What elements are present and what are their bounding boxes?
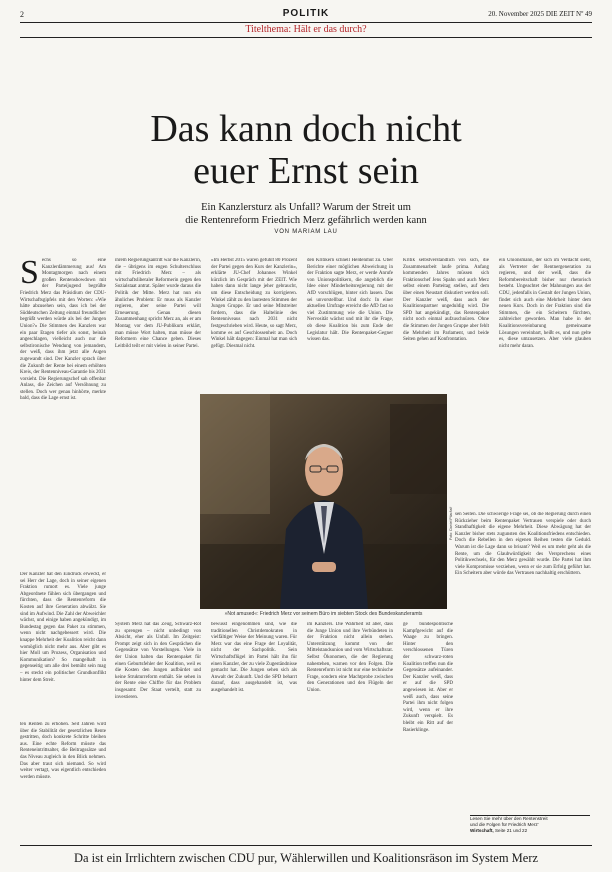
article-column-3 (211, 258, 297, 370)
article-column-2 (115, 258, 201, 370)
portrait-photo (200, 394, 447, 609)
kicker: Titelthema: Hält er das durch? (245, 24, 367, 35)
column-6b-text: sen Seiten. Die schwierige Frage sei, ob die Regierung durch einen Rückzieher beim Rentenpaket Vertrauen verspiele oder durch Standhaftigkeit die eigene Mehrheit. Diese Abwägung hat der Kanzler bisher stets zugunsten des Koalitionsfriedens entschieden. Doch die Rebellen in den eigenen Reihen testen die Geduld. Warum ist die Lage dann so brisant? Weil es um mehr geht als die Rente, um die Glaubwürdigkeit des Versprechens eines Politikwechsels, für den Merz gewählt wurde. Die Partei hat ihm viele Kompromisse verziehen, wenn er sie zum Erfolg geführt hat. Ein Scheitern aber würde das Vertrauen nachhaltig erschüttern. (455, 512, 591, 577)
header-rule (20, 22, 592, 23)
page-number: 2 (20, 10, 24, 19)
article-bottom-column-4 (307, 622, 393, 838)
article-bottom-column-1 (20, 722, 106, 838)
headline (0, 108, 612, 192)
article-bottom-column-3 (211, 622, 297, 838)
issue-date: 20. November 2025 DIE ZEIT Nº 49 (488, 10, 592, 18)
article-bottom-column-5 (403, 622, 453, 838)
footer-pull-quote: Da ist ein Irrlichtern zwischen CDU pur, Wählerwillen und Koalitionsräson im System Merz (73, 851, 539, 865)
article-bottom-column-2 (115, 622, 201, 838)
column-1b-text: Der Kanzler hat den Eindruck erweckt, er sei Herr der Lage, doch in seiner eigenen Fraktion rumort es. Viele junge Abgeordnete fühlen sich übergangen und fürchten, dass die Rentenreform die Kosten auf ihre Generation abwälzt. Sie sind im Aufwind. Die Zahl der Abweichler wächst, und einige haben angekündigt, im Bundestag gegen das Paket zu stimmen, wenn nicht nachgebessert wird. Die knappe Mehrheit der Koalition reicht dann womöglich nicht mehr aus. Aber gibt es hier Moll um Prozess, Organisation und Kommunikation? So mangelhaft in gegenseitig um alle drei bemüht sein mag – es steckt ein politischer Grundkonflikt hinter dem Streit. (20, 572, 106, 683)
photo-credit: Foto: Daniel Pilar/laif (449, 506, 453, 540)
section-label: POLITIK (282, 8, 330, 19)
photo-caption (200, 611, 447, 617)
see-also-line-1: Lesen Sie mehr über den Rentenstreit (470, 816, 548, 821)
column-1-text: echs so eine Kanzlerdämmerung aus! Am Montagmorgen nach einem großen Rentenshowdown mit der Parteijugend begrüßte Friedrich Merz das Präsidium der CDU-Wirtschaftsgipfels mit den Worten: »Wie hätte abzusehen sein, dass ich bei der Süddeutschen Zeitung einmal freundlicher begrüßt werden würde als bei der Jungen Union?« Die Stimmen des Kanzlers war ein paar Etagen tiefer als sonst, beinah angeschlagen, vielleicht auch nur die selbstironische Wendung von jemandem, der weiß, dass ihm jetzt alle Augen zugewandt sind. Der Kanzler sprach über die Zukunft der Rente bei einem erhöhten Kreis, der Rentenniveau-Garantie bis 2031 vorsieht. Die Regierungschef sah offenbar Anlass, die Zeichen auf Versöhnung zu stellen. Doch wer genau hinhörte, merkte bald, dass die Lage ernst ist. (20, 258, 106, 402)
article-column-5 (403, 258, 489, 370)
column-3-text: »Im Herbst 2015 waren gefühlt 80 Prozent der Partei gegen den Kurs der Kanzlerin«, erklärte JU-Chef Johannes Winkel kürzlich im Gespräch mit der ZEIT. Wie haben dann nicht lange jeher gebraucht, um diese Entscheidung zu korrigieren. Winkel zählt zu den lautesten Stimmen der Jungen Gruppe. Er und seine Mitstreiter fordern, dass die Haltelinie des Rentenniveaus nach 2031 nicht festgeschrieben wird. Heute, so sagt Merz, komme es auf Geschlossenheit an. Doch Winkel hält dagegen: Einmal hat man sich gefügt. Diesmal nicht. (211, 258, 297, 349)
kicker-rule (20, 37, 592, 38)
bottom-column-2-text: System Merz hat das Zeug, Schwarz-Rot zu sprengen – nicht unbedingt von Absicht, eher als Unfall. Im Zeitgeist: Prompt zeigt sich in den Gesprächen die Gegensätze von Vorstellungen. Viele in der Union halten das Rentenpaket für einen Geburtsfehler der Koalition, weil es die Kosten den Jungen aufbürdet und keine Strukturreform enthält. Sie sehen in der Rente eine Chiffre für das Problem insgesamt: Der Staat verteilt, statt zu investieren. (115, 622, 201, 700)
deck-line-1: Ein Kanzlersturz als Unfall? Warum der Streit um (201, 202, 411, 213)
see-also-line-2: und die Folgen für Friedrich Merz' (470, 822, 539, 827)
caption-quote: »Not amused« (224, 611, 258, 617)
article-column-4 (307, 258, 393, 370)
see-also-section: Wirtschaft, (470, 828, 494, 833)
bottom-column-1-text: ten Renten zu erhöhen. Seit Jahren wird über die Stabilität der gesetzlichen Rente gestritten, doch konkrete Schritte bleiben aus. Eine echte Reform müsste das Renteneintrittsalter, die Beitragssätze und das Niveau zugleich in den Blick nehmen. Das aber traut sich niemand. So wird weiter vertagt, was eigentlich entschieden werden müsste. (20, 722, 106, 780)
article-column-1 (20, 258, 106, 568)
column-2-text: ihrem Regierungsantritt war die Kanzlerin, die – übrigens im engen Schulterschluss mit Friedrich Merz – als wirtschaftsliberaler Reformerin gegen den Sozialstaat antrat. Später wurde daraus die Politik der Mitte. Merz hat nun ein ähnliches Problem: Er muss als Kanzler regieren, aber seine Partei will Erneuerung. Genau diesen Zusammenhang spricht Merz an, als er am Montag vor dem JU-Publikum erklärt, man müsse Wort halten, man müsse der Reformern eine Chance geben. Dieses Leitbild teilt er mit vielen in seiner Partei. (115, 258, 201, 349)
article-column-6b (455, 512, 591, 808)
column-5-text: Kritik selbstverständlich von sich, die Zusammenarbeit laufe prima. Anfang kommenden Jahres müssen sich Fraktionschef Jens Spahn und auch Merz selbst einem Parteitag stellen, auf dem über einen Neustart diskutiert werden soll. Der Kanzler weiß, dass auch der Koalitionspartner ungeduldig wird. Die SPD hat angekündigt, das Rentenpaket nicht noch einmal aufzuschnüren. Ohne die Stimmen der Jungen Gruppe aber fehlt die Mehrheit im Parlament, und beide Seiten gehen auf Konfrontation. (403, 258, 489, 343)
portrait-illustration (200, 394, 447, 609)
see-also-line-3 (470, 828, 590, 834)
deck (0, 201, 612, 227)
bottom-column-5-text: ge bundespolitische Kampfgewicht auf die Waage zu bringen. Hinter den verschlossenen Türen der schwarz-roten Koalition treffen nun die Gegensätze aufeinander. Der Kanzler weiß, dass er auf die SPD angewiesen ist. Aber er weiß auch, dass seine Partei ihm nicht folgen wird, wenn er ihre Zukunft verspielt. Es bleibt ein Ritt auf der Rasierklinge. (403, 622, 453, 733)
article-column-1b (20, 572, 106, 718)
see-also-pages: Seite 21 und 22 (493, 828, 528, 833)
article-column-6 (499, 258, 591, 508)
page-header (20, 6, 592, 22)
deck-line-2: die Rentenreform Friedrich Merz gefährlich werden kann (185, 215, 427, 226)
bottom-column-4-text: im Kanzlers. Die Wahrheit ist aber, dass die Junge Union und ihre Verbündeten in der Fraktion nicht allein stehen. Unterstützung kommt von der Mittelstandsunion und vom Wirtschaftsrat. Selbst Ökonomen, die der Regierung nahestehen, warnen vor den Folgen. Die Rentenreform ist nicht nur eine technische Frage, sondern eine Machtprobe zwischen den Generationen und den Flügeln der Union. (307, 622, 393, 693)
headline-line-1: Das kann doch nicht (150, 108, 462, 150)
see-also-box[interactable] (470, 815, 590, 840)
footer-rule (20, 845, 592, 846)
headline-line-2: euer Ernst sein (193, 150, 419, 192)
bottom-column-3-text: bewusst eingenommen sind, wie die traditionellen Christdemokraten in vielfältiger Weise der Meinung waren. Für Merz war das eine Frage der Loyalität, nicht der Sachpolitik. Sein Wirtschaftsflügel im Partei hält ihn für einen Kanzler, der zu viele Zugeständnisse gemacht hat. Die Jungen sehen sich als Anwalt der Zukunft. Und die SPD beharrt darauf, dass ausgehandelt ist, was ausgehandelt ist. (211, 622, 297, 693)
column-4-text: den Kritikern schnell Heldenmut zu. Über Berichte einer möglichen Abweichung in der Fraktion sagte Merz, er werde Anrufe von Unionspolitikern, die angeblich die Idee einer Minderheitsregierung mit der AfD vorschlügen, hinter sich lassen. Das sei unvorstellbar. Und doch: In einer aktuellen Umfrage erreicht die AfD fast so viel Zustimmung wie die Union. Die Nervosität wächst und mit ihr die Frage, ob diese Koalition bis zum Ende der Legislatur hält. Die Rentenpaket-Gegner wissen das. (307, 258, 393, 343)
byline: VON MARIAM LAU (274, 229, 338, 235)
column-6-text: ein Unionsmann, der sich im Verdacht sieht, als Vertreter der Rentnergeneration zu regieren, und der weiß, dass die Reformbereitschaft bisher nur rhetorisch besteht. Ungeachtet der Mahnungen aus der CDU, jedenfalls in Gestalt der Jungen Union, findet sich auch eine Mehrheit hinter dem neuen Kurs. Doch in der Fraktion sind die Stimmen, die ein Scheitern fürchten, zahlreicher geworden. Man habe in der Koalitionsvereinbarung gemeinsame Lösungen vereinbart, heißt es, und nun gelte es, diese umzusetzen. Aber viele glauben nicht mehr daran. (499, 258, 591, 349)
caption-text: : Friedrich Merz vor seinem Büro im siebten Stock des Bundeskanzleramts (257, 611, 423, 617)
drop-cap: S (20, 258, 39, 291)
